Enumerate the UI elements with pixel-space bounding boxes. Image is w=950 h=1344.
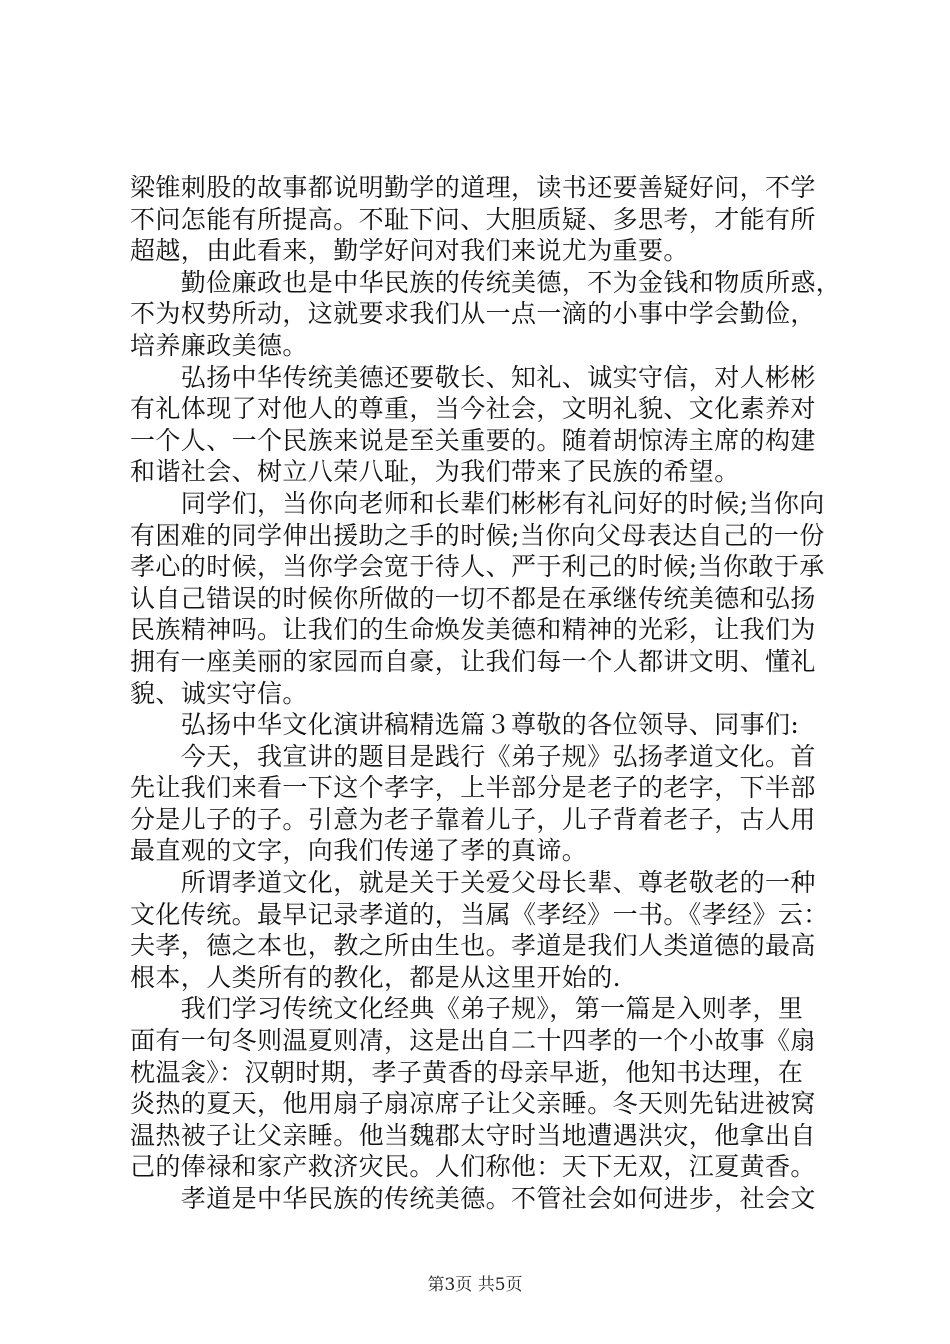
text-line: 不问怎能有所提高。不耻下问、大胆质疑、多思考，才能有所: [130, 204, 816, 234]
text-line: 超越，由此看来，勤学好问对我们来说尤为重要。: [130, 236, 689, 266]
body-text: [130, 172, 842, 1215]
text-line: 一个人、一个民族来说是至关重要的。随着胡惊涛主席的构建: [130, 425, 816, 455]
text-line: 培养廉政美德。: [130, 330, 308, 360]
page-footer: 第3页 共5页: [427, 1275, 523, 1295]
text-line: 分是儿子的子。引意为老子靠着儿子，儿子背着老子，古人用: [130, 804, 816, 834]
text-line: 今天，我宣讲的题目是践行《弟子规》弘扬孝道文化。首: [130, 741, 816, 771]
text-line: 同学们，当你向老师和长辈们彬彬有礼问好的时候;当你向: [130, 488, 825, 518]
text-line: 认自己错误的时候你所做的一切不都是在承继传统美德和弘扬: [130, 583, 816, 613]
text-line: 面有一句冬则温夏则凊，这是出自二十四孝的一个小故事《扇: [130, 1026, 816, 1056]
text-line: 孝心的时候，当你学会宽于待人、严于利己的时候;当你敢于承: [130, 552, 825, 582]
text-line: 温热被子让父亲睡。他当魏郡太守时当地遭遇洪灾，他拿出自: [130, 1120, 816, 1150]
text-line: 有礼体现了对他人的尊重，当今社会，文明礼貌、文化素养对: [130, 394, 816, 424]
text-line: 和谐社会、树立八荣八耻，为我们带来了民族的希望。: [130, 457, 740, 487]
text-line: 孝道是中华民族的传统美德。不管社会如何进步，社会文: [130, 1184, 816, 1213]
text-line: 弘扬中华传统美德还要敬长、知礼、诚实守信，对人彬彬: [130, 362, 816, 392]
text-line: 勤俭廉政也是中华民族的传统美德，不为金钱和物质所惑，: [130, 267, 842, 297]
text-line: 文化传统。最早记录孝道的，当属《孝经》一书。《孝经》云：: [130, 899, 829, 929]
text-line: 夫孝，德之本也，教之所由生也。孝道是我们人类道德的最高: [130, 931, 816, 961]
text-line: 拥有一座美丽的家园而自豪，让我们每一个人都讲文明、懂礼: [130, 646, 816, 676]
text-line: 炎热的夏天，他用扇子扇凉席子让父亲睡。冬天则先钻进被窝: [130, 1089, 816, 1119]
text-line: 所谓孝道文化，就是关于关爱父母长辈、尊老敬老的一种: [130, 868, 816, 898]
text-line: 有困难的同学伸出援助之手的时候;当你向父母表达自己的一份: [130, 520, 825, 550]
text-line: 枕温衾》：汉朝时期，孝子黄香的母亲早逝，他知书达理，在: [130, 1057, 804, 1087]
text-line: 先让我们来看一下这个孝字，上半部分是老子的老字，下半部: [130, 773, 816, 803]
text-line: 梁锥刺股的故事都说明勤学的道理，读书还要善疑好问，不学: [130, 173, 816, 202]
text-line: 最直观的文字，向我们传递了孝的真谛。: [130, 836, 588, 866]
text-line: 民族精神吗。让我们的生命焕发美德和精神的光彩，让我们为: [130, 615, 816, 645]
text-line: 弘扬中华文化演讲稿精选篇３尊敬的各位领导、同事们:: [130, 710, 800, 740]
text-line: 我们学习传统文化经典《弟子规》，第一篇是入则孝，里: [130, 994, 804, 1024]
text-line: 不为权势所动，这就要求我们从一点一滴的小事中学会勤俭，: [130, 299, 816, 329]
text-line: 貌、诚实守信。: [130, 678, 308, 708]
text-line: 根本，人类所有的教化，都是从这里开始的.: [130, 962, 621, 992]
text-line: 己的俸禄和家产救济灾民。人们称他：天下无双，江夏黄香。: [130, 1152, 816, 1182]
